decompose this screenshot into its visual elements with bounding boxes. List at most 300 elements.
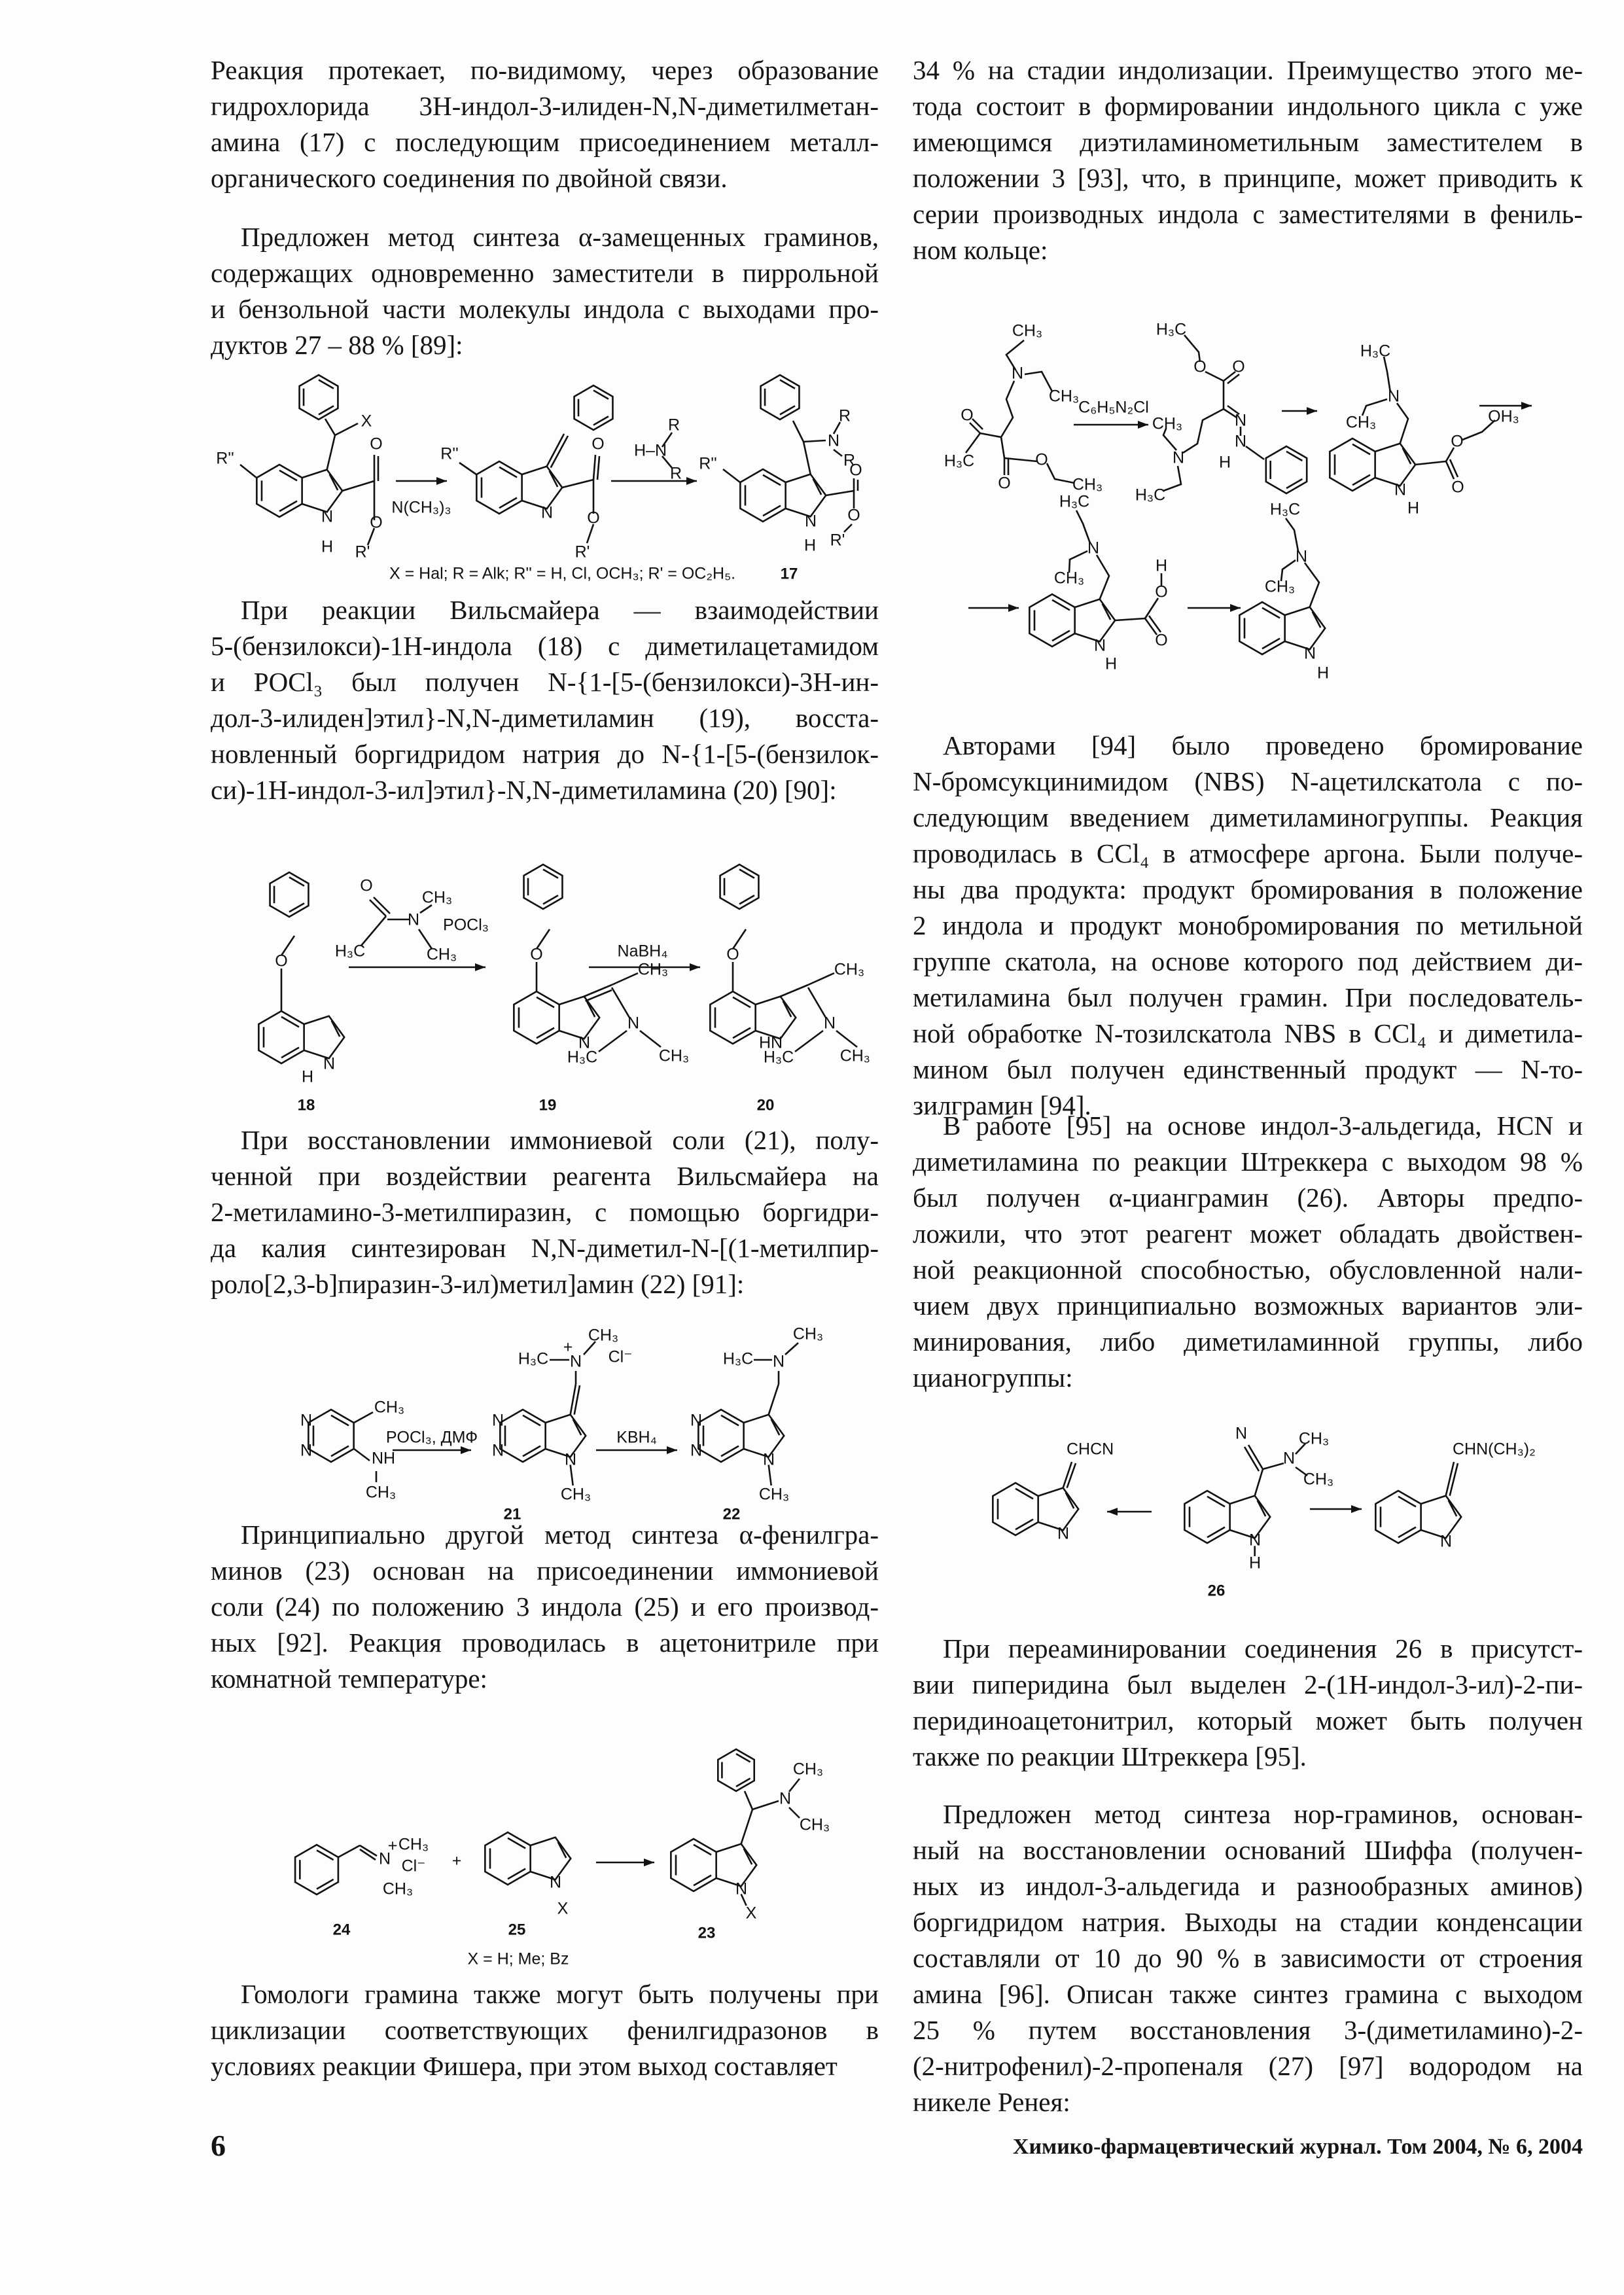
text-line: следующим введением диметиламиногруппы. Реакция [913,802,1583,832]
bond-line [1052,631,1070,641]
bond-line [612,973,638,985]
structure-label-ha: H [321,537,334,556]
benzene-ring [476,461,521,514]
benzene-ring [1266,446,1307,493]
bond-line [281,1017,299,1027]
journal-footer: Химико-фармацевтический журнал. Том 2004, № 6, 2004 [1012,2135,1583,2159]
text-line: При восстановлении иммониевой соли (21), полу- [241,1125,879,1155]
bond-line [966,433,980,453]
text-line: положении 3 [93], что, в принципе, может приводить к [913,163,1583,193]
bond-line [319,380,334,388]
bond-line [289,903,304,912]
structure-label-ch3a22: CH₃ [792,1325,824,1343]
structure-label-rc2: R [843,451,856,470]
benzene-ring [710,991,755,1044]
bond-line [1001,437,1004,458]
bond-line [780,406,795,414]
structure-label-ch3b24: CH₃ [382,1879,414,1898]
structure-label-plus: + [451,1851,462,1870]
bond-line [551,436,568,468]
bond-line [331,1446,349,1457]
page-number: 6 [211,2129,226,2162]
bond-line [1207,1527,1225,1538]
paragraph [211,1976,879,2084]
structure-label-n21a: N [491,1411,504,1430]
structure-label-ob2: O [587,508,600,527]
reaction-arrow-head [475,963,485,971]
bond-line [1015,1489,1033,1499]
bond-line [1415,461,1446,465]
structure-label-ch3a21: CH₃ [588,1326,619,1345]
structure-label-pocl3: POCl₃ [443,916,489,934]
text-line: си)-1Н-индол-3-ил]этил}-N,N-диметиламина (20) [90]: [211,775,837,805]
bond-line [1145,598,1158,618]
structure-label-a_ch3b: CH₃ [1048,387,1080,406]
scheme-alpha-phenylgramine [262,1734,838,1970]
text-line: N-бромсукцинимидом (NBS) N-ацетилскатола с по- [913,766,1583,796]
text-line: перидиноацетонитрил, который может быть получен [913,1705,1583,1735]
bond-line [331,1415,349,1426]
structure-label-c_o2: O [1451,478,1464,497]
structure-label-m_nc: N [1235,1424,1248,1443]
structure-label-ch3_19: CH₃ [637,960,669,979]
structure-label-e_h: H [1316,664,1330,683]
reaction-arrow-head [690,963,700,971]
structure-label-ch3b20: CH₃ [839,1046,870,1065]
bond-line [304,1016,345,1059]
structure-label-r2c: R'' [699,454,717,473]
text-line: составляли от 10 до 90 % в зависимости от строения [913,1943,1583,1973]
text-line: цианогруппы: [913,1362,1073,1393]
structure-label-c_ch3b: OH₃ [1488,407,1519,426]
bond-line [1262,608,1280,618]
bond-line [745,1791,752,1809]
bond-line [980,433,1001,437]
bond-line [1398,1497,1416,1507]
benzene-ring [1375,1491,1421,1543]
bond-line [1352,444,1370,455]
benzene-ring [671,1839,716,1891]
structure-label-c_n: N [1387,387,1400,406]
bond-line [1352,475,1370,486]
text-line: ной реакционной способностью, обусловленной нали- [913,1254,1583,1285]
structure-label-num21: 21 [503,1505,521,1523]
text-line: содержащих одновременно заместители в пиррольной [211,258,879,288]
bond-line [319,406,334,414]
reaction-arrow-head [1008,604,1019,612]
benzene-ring [1029,594,1074,647]
structure-label-num20: 20 [756,1096,775,1114]
structure-label-d_h3c: H₃C [1059,492,1090,511]
text-line: 5-(бензилокси)-1Н-индола (18) с диметилацетамидом [211,631,879,661]
structure-label-r_chn: CHN(CH₃)₂ [1453,1440,1536,1459]
bond-line [1015,1520,1033,1530]
benzene-ring [1239,602,1284,654]
bond-line [1075,599,1116,642]
structure-label-a_ch3a: CH₃ [1012,321,1043,340]
scheme-pyrrolopyrazine [262,1322,838,1525]
structure-label-h3c22: H₃C [722,1349,754,1368]
structure-label-ob1: O [591,435,605,454]
structure-label-b_h3c2: H₃C [1135,486,1166,505]
structure-label-a_o2: O [998,474,1011,493]
structure-label-rr2: R [669,464,682,483]
text-line: новленный боргидридом натрия до N-{1-[5-(бензилок- [211,739,879,769]
structure-label-e_n: N [1295,547,1308,566]
bond-line [721,1446,739,1457]
bond-line [279,471,297,481]
text-line: ных [92]. Реакция проводилась в ацетонитриле при [211,1628,879,1658]
bond-line [547,434,564,467]
structure-label-e_nh: N [1303,644,1316,663]
text-line: (2-нитрофенил)-2-пропеналя (27) [97] водородом на [913,2051,1583,2081]
paragraph [913,1108,1583,1396]
paragraph [211,52,879,196]
text-line: и POCl₃ был получен N-{1-[5-(бензилокси)-3Н-ин- [211,667,879,697]
structure-label-plus24: + [387,1836,398,1855]
bond-line [302,470,343,512]
bond-line [289,877,304,885]
text-line: амина [96]. Описан также синтез грамина с выходом [913,1979,1583,2009]
bond-line [1375,444,1416,486]
text-line: органического соединения по двойной связи. [211,163,728,193]
structure-label-e_h3c: H₃C [1269,500,1301,519]
structure-label-h3c21: H₃C [518,1349,549,1368]
reaction-arrow-head [436,477,447,485]
structure-label-a_o1: O [961,406,974,425]
bond-line [723,469,740,482]
structure-label-ch3a24: CH₃ [398,1835,429,1854]
structure-label-h3c19: H₃C [567,1048,598,1067]
structure-label-ch3_21: CH₃ [560,1485,591,1504]
benzene-ring [514,991,559,1044]
scheme-gramine-alpha-substituted [211,357,878,592]
bond-line [537,997,554,1008]
text-line: При реакции Вильсмайера — взаимодействии [241,595,879,625]
bond-line [327,435,335,470]
structure-label-reagent: POCl₃, ДМФ [385,1428,478,1447]
structure-label-c_nh: N [1394,480,1407,499]
structure-label-cl21: Cl⁻ [608,1347,633,1366]
bond-line [361,916,386,946]
structure-label-d_o1: O [1155,582,1168,601]
text-line: боргидридом натрия. Выходы на стадии конденсации [913,1907,1583,1937]
bond-line [593,390,609,399]
structure-label-a_h3c: H₃C [944,452,975,471]
structure-label-np21: N [569,1352,582,1371]
bond-line [808,973,834,985]
structure-label-num18: 18 [297,1096,315,1114]
structure-label-hc: H [803,536,817,555]
bond-line [1001,381,1014,437]
benzene-ring [258,1011,304,1063]
benzene-ring [698,1410,743,1462]
text-line: диметиламина по реакции Штреккера с выходом 98 % [913,1147,1583,1177]
bond-line [1262,639,1280,649]
bond-line [763,475,781,486]
text-line: ной обработке N-тозилскатола NBS в CCl₄ и диметила- [913,1018,1583,1048]
paragraph [913,1796,1583,2120]
reaction-arrow-head [1351,1505,1362,1513]
structure-label-b_ch3: CH₃ [1152,414,1183,433]
reaction-arrow-head [667,1446,677,1454]
structure-label-nn19: N [627,1014,640,1033]
benzene-ring [993,1483,1038,1535]
text-line: проводилась в CCl₄ в атмосфере аргона. Были получе- [913,838,1583,868]
reaction-arrow-head [686,477,697,485]
benzene-ring [740,469,785,522]
bond-line [1183,409,1224,453]
structure-label-ch3b23: CH₃ [799,1815,830,1834]
text-line: и бензольной части молекулы индола с выходами про- [211,294,879,324]
bond-line [752,1801,779,1809]
structure-label-b_o1: O [1193,357,1207,376]
structure-label-rpb: R' [574,543,590,561]
structure-label-r2b: R'' [440,444,459,463]
reaction-arrow-head [1230,604,1241,612]
bond-line [736,1754,750,1762]
bond-line [586,990,612,1001]
text-line: Гомологи грамина также могут быть получены при [241,1979,879,2009]
structure-label-l_chcn: CHCN [1067,1440,1114,1459]
text-line: Принципиально другой метод синтеза α-фенилгра- [241,1520,879,1550]
bond-line [694,1845,711,1855]
reaction-arrow-head [1521,402,1532,410]
structure-label-nn20: N [823,1014,836,1033]
text-line: 2 индола и продукт монобромирования по метильной [913,910,1583,940]
bond-line [1397,403,1408,444]
bond-line [584,985,612,997]
structure-label-c_o1: O [1451,432,1464,451]
bond-line [335,423,358,435]
text-line: серии производных индола с заместителями в фениль- [913,199,1583,229]
text-line: При переаминировании соединения 26 в присутст- [943,1633,1583,1663]
structure-label-h18: H [301,1067,314,1086]
benzene-ring [256,465,302,517]
text-line: метиламина был получен грамин. При последователь- [913,982,1583,1012]
bond-line [317,1879,334,1889]
structure-label-num26: 26 [1207,1582,1226,1600]
bond-line [1063,1462,1072,1488]
bond-line [523,1446,540,1457]
text-line: гидрохлорида 3Н-индол-3-илиден-N,N-диметилметан- [211,91,879,121]
structure-label-n21: N [564,1450,577,1469]
structure-label-b_h: H [1218,453,1231,472]
structure-label-rch3b: CH₃ [426,945,457,964]
bond-line [785,1343,798,1355]
structure-label-n21b: N [491,1441,504,1460]
bond-line [597,456,599,480]
paragraph [211,1122,879,1302]
structure-label-ch3b19: CH₃ [658,1046,690,1065]
structure-label-h3c20: H₃C [763,1048,794,1067]
bond-line [808,987,826,1018]
structure-label-r_n: N [1439,1532,1453,1551]
reaction-arrow-head [1138,421,1148,429]
structure-label-caption: X = Hal; R = Alk; R'' = H, Cl, OCH₃; R' = OC₂H₅. [389,564,736,583]
bond-line [1446,1462,1454,1496]
text-line: 2-метиламино-3-метилпиразин, с помощью боргидри- [211,1197,879,1227]
structure-label-b_n1: N [1234,411,1247,430]
bond-line [1205,372,1235,381]
structure-label-nn23: N [779,1789,792,1808]
bond-line [508,1869,525,1879]
structure-label-ch3_22: CH₃ [758,1485,790,1504]
bond-line [640,1031,661,1047]
structure-label-pnh: NH [371,1449,396,1468]
structure-label-num24: 24 [332,1921,351,1939]
bond-line [240,465,256,478]
text-line: да калия синтезирован N,N-диметил-N-[(1-метилпир- [211,1233,879,1263]
benzene-ring [1330,438,1375,491]
structure-label-na: N [321,507,334,526]
structure-label-oa1: O [370,435,383,454]
bond-line [1246,446,1264,459]
structure-label-a_n: N [1011,364,1024,383]
structure-label-num19: 19 [538,1096,557,1114]
bond-line [736,1778,750,1786]
bond-line [522,467,563,509]
bond-line [741,1809,752,1844]
text-line: Авторами [94] было проведено бромирование [943,730,1583,760]
structure-label-ch3_20: CH₃ [834,960,865,979]
structure-label-num22: 22 [722,1505,741,1523]
text-line: группе скатола, на основе которого под действием ди- [913,946,1583,976]
text-line: Реакция протекает, по-видимому, через образование [211,55,879,85]
bond-line [523,1415,540,1426]
benzene-ring [574,385,613,430]
structure-label-pn1: N [300,1411,313,1430]
bond-line [1263,1463,1284,1469]
bond-line [537,1028,554,1039]
text-line: циклизации соответствующих фенилгидразонов в [211,2015,879,2045]
structure-label-oc2: O [847,506,860,525]
structure-label-rpa: R' [355,543,370,561]
structure-label-n19: N [578,1033,591,1052]
structure-label-b_h3c: H₃C [1156,320,1187,339]
bond-line [1398,1527,1416,1538]
structure-label-n22: N [762,1450,775,1469]
paragraph [913,1631,1583,1775]
structure-label-rn: N [407,910,420,929]
structure-label-e_ch3: CH₃ [1264,577,1296,596]
structure-label-c_ch3: CH₃ [1345,413,1377,432]
text-line: ложили, что этот реагент может обладать двойствен- [913,1219,1583,1249]
structure-label-n24: N [378,1849,391,1868]
bond-line [599,1031,627,1052]
bond-line [612,987,629,1018]
bond-line [543,895,558,904]
structure-label-rc1: R [838,406,851,425]
reaction-arrow-head [644,1859,654,1866]
bond-line [1450,1463,1458,1496]
benzene-ring [270,872,309,917]
text-line: ченной при воздействии реагента Вильсмайера на [211,1161,879,1191]
paragraph [913,728,1583,1124]
structure-label-o18: O [275,952,288,970]
text-line: 25 % путем восстановления 3-(диметиламино)-2- [913,2015,1583,2045]
benzene-ring [524,864,563,909]
bond-line [1255,1469,1263,1496]
text-line: тода состоит в формировании индольного цикла с уже [913,91,1583,121]
reaction-arrow-head [1307,407,1317,415]
structure-label-nb: N [540,503,554,522]
bond-line [1067,1463,1076,1488]
bond-line [739,895,754,904]
bond-line [769,1384,779,1415]
bond-line [739,869,754,878]
text-line: минирования, либо диметиламинной группы, либо [913,1326,1583,1357]
bond-line [1285,607,1326,650]
text-line: 34 % на стадии индолизации. Преимущество этого ме- [913,55,1583,85]
structure-label-n25: N [549,1873,562,1892]
bond-line [1025,372,1052,391]
text-line: мином был получен единственный продукт — N-то- [913,1054,1583,1084]
bond-line [593,455,595,480]
bond-line [1149,616,1161,632]
bond-line [1286,452,1302,461]
structure-label-ro: O [360,876,373,895]
bond-line [834,450,842,456]
bond-line [756,997,796,1039]
structure-label-num25: 25 [508,1921,526,1939]
text-line: зилграмин [94]. [913,1090,1091,1120]
structure-label-rpc: R' [830,531,845,550]
structure-label-num: 17 [780,565,798,583]
bond-line [1052,600,1070,611]
structure-label-x23: X [745,1904,757,1923]
structure-label-num23: 23 [697,1924,716,1942]
bond-line [281,1048,299,1058]
bond-line [789,1807,800,1818]
bond-line [559,997,600,1039]
structure-label-a_ch3c: CH₃ [1072,475,1103,494]
structure-label-cl24: Cl⁻ [401,1857,426,1876]
structure-label-n23: N [735,1879,748,1898]
benzene-ring [485,1832,530,1885]
bond-line [499,498,517,508]
paragraph [211,592,879,808]
benzene-ring [295,1845,338,1895]
bond-line [1115,618,1145,620]
bond-line [1163,466,1181,491]
bond-line [354,1412,373,1423]
structure-label-oa2: O [370,513,383,532]
paragraph [211,219,879,363]
bond-line [780,380,795,388]
text-line: Предложен метод синтеза нор-граминов, основан- [943,1799,1583,1829]
structure-label-a_o3: O [1035,450,1048,469]
bond-line [844,524,852,532]
structure-label-d_oh_h: H [1155,556,1168,575]
text-line: ных из индол-3-альдегида и разнообразных аминов) [913,1871,1583,1901]
structure-label-pch3b: CH₃ [365,1483,397,1502]
text-line: комнатной температуре: [211,1663,487,1694]
text-line: также по реакции Штреккера [95]. [913,1741,1307,1771]
benzene-ring [720,864,759,909]
scheme-cyanogramine-26 [955,1407,1583,1616]
bond-line [593,416,609,425]
text-line: имеющимся диэтиламинометильным заместителем в [913,127,1583,157]
structure-label-m_ch3b: CH₃ [1303,1470,1334,1489]
bond-line [781,985,808,997]
bond-line [338,1845,360,1857]
structure-label-nn22: N [772,1352,785,1371]
bond-line [543,869,558,878]
text-line: Предложен метод синтеза α-замещенных граминов, [241,222,879,252]
text-line: ный на восстановлении оснований Шиффа (получен- [913,1835,1583,1865]
structure-label-reagent: C₆H₅N₂Cl [1078,398,1149,417]
